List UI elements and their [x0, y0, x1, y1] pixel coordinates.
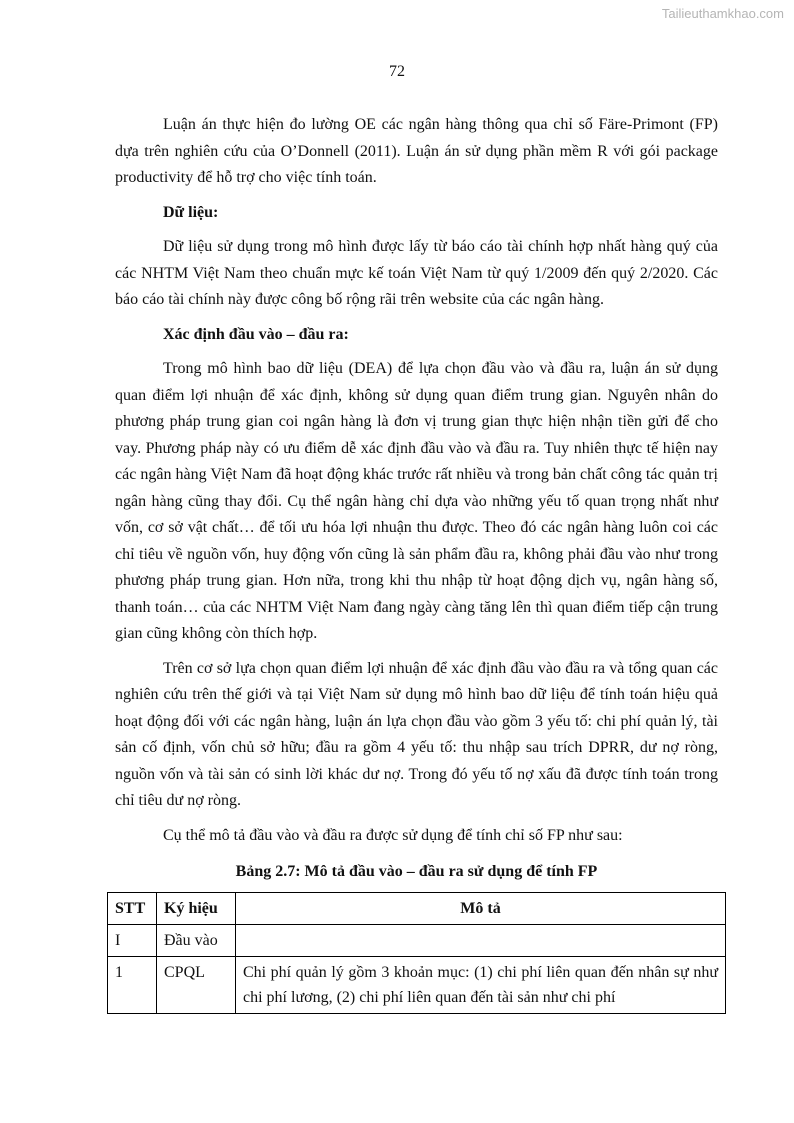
- header-symbol: Ký hiệu: [157, 892, 236, 924]
- table-caption: Bảng 2.7: Mô tả đầu vào – đầu ra sử dụng để tính FP: [235, 863, 598, 880]
- table-row: [108, 956, 726, 1013]
- page-number: 72: [389, 63, 405, 80]
- table-row: [108, 924, 726, 956]
- cell-stt: I: [108, 924, 157, 956]
- cell-stt: 1: [108, 956, 157, 1013]
- cell-description: [236, 924, 726, 956]
- cell-symbol: Đầu vào: [157, 924, 236, 956]
- header-description: Mô tả: [236, 892, 726, 924]
- table-header-row: [108, 892, 726, 924]
- header-stt: STT: [108, 892, 157, 924]
- paragraph-data: Dữ liệu sử dụng trong mô hình được lấy từ báo cáo tài chính hợp nhất hàng quý của các NHTM Việt Nam theo chuẩn mực kế toán Việt Nam từ quý 1/2009 đến quý 2/2020. Các báo cáo tài chính này được công bố rộng rãi trên website của các ngân hàng.: [115, 238, 718, 308]
- document-body: [115, 112, 718, 1014]
- paragraph-dea: Trong mô hình bao dữ liệu (DEA) để lựa chọn đầu vào và đầu ra, luận án sử dụng quan điểm lợi nhuận để xác định, không sử dụng quan điểm trung gian. Nguyên nhân do phương pháp trung gian coi ngân hàng là đơn vị trung gian thực hiện nhận tiền gửi để cho vay. Phương pháp này có ưu điểm dễ xác định đầu vào và đầu ra. Tuy nhiên thực tế hiện nay các ngân hàng Việt Nam đã hoạt động khác trước rất nhiều và trong bản chất công tác quản trị ngân hàng cũng thay đổi. Cụ thể ngân hàng chỉ dựa vào những yếu tố quan trọng nhất như vốn, cơ sở vật chất… để tối ưu hóa lợi nhuận thu được. Theo đó các ngân hàng luôn coi các chỉ tiêu về nguồn vốn, huy động vốn cũng là sản phẩm đầu ra, không phải đầu vào như trong phương pháp trung gian. Hơn nữa, trong khi thu nhập từ hoạt động dịch vụ, ngân hàng số, thanh toán… của các NHTM Việt Nam đang ngày càng tăng lên thì quan điểm tiếp cận trung gian cũng không còn thích hợp.: [115, 360, 718, 642]
- input-output-table: [107, 892, 726, 1014]
- watermark: Tailieuthamkhao.com: [661, 6, 784, 21]
- heading-inputs-outputs: Xác định đầu vào – đầu ra:: [163, 325, 349, 343]
- heading-data: Dữ liệu:: [163, 203, 219, 221]
- paragraph-table-intro: Cụ thể mô tả đầu vào và đầu ra được sử dụng để tính chỉ số FP như sau:: [163, 826, 623, 844]
- paragraph-selection: Trên cơ sở lựa chọn quan điểm lợi nhuận để xác định đầu vào đầu ra và tổng quan các nghiên cứu trên thế giới và tại Việt Nam sử dụng mô hình bao dữ liệu để tính toán hiệu quả hoạt động đối với các ngân hàng, luận án lựa chọn đầu vào gồm 3 yếu tố: chi phí quản lý, tài sản cố định, vốn chủ sở hữu; đầu ra gồm 4 yếu tố: thu nhập sau trích DPRR, dư nợ ròng, nguồn vốn và tài sản có sinh lời khác dư nợ. Trong đó yếu tố nợ xấu đã được tính toán trong chỉ tiêu dư nợ ròng.: [115, 659, 718, 809]
- paragraph-method: Luận án thực hiện đo lường OE các ngân hàng thông qua chỉ số Färe-Primont (FP) dựa trên nghiên cứu của O’Donnell (2011). Luận án sử dụng phần mềm R với gói package productivity để hỗ trợ cho việc tính toán.: [115, 116, 718, 186]
- cell-symbol: CPQL: [157, 956, 236, 1013]
- cell-description: Chi phí quản lý gồm 3 khoản mục: (1) chi phí liên quan đến nhân sự như chi phí lương, (2) chi phí liên quan đến tài sản như chi phí: [236, 956, 726, 1013]
